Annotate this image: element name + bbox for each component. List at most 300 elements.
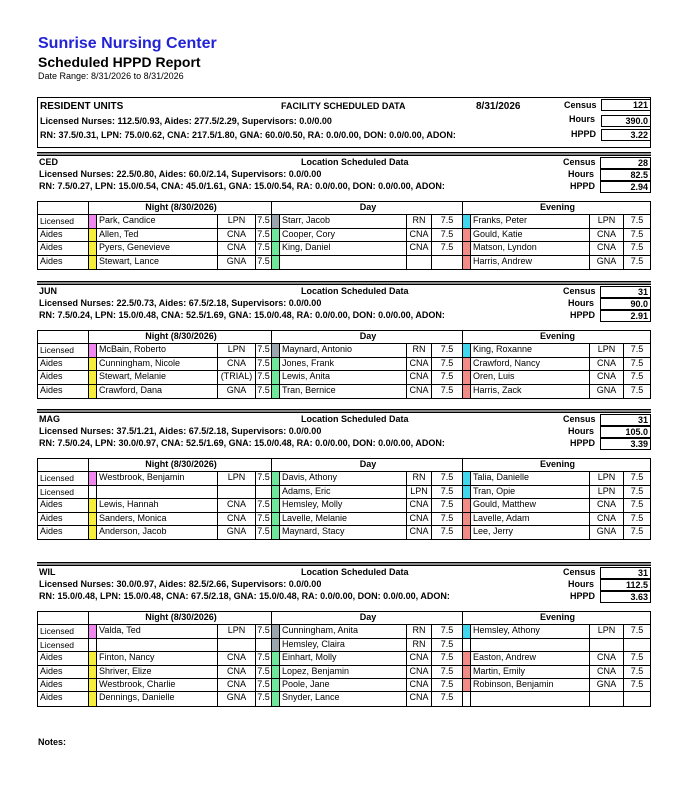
unit-code: CED [39, 157, 59, 167]
census-label: Census [563, 414, 596, 424]
unit-section [37, 152, 651, 266]
evening-staff-name: Tran, Opie [470, 486, 589, 498]
evening-shift-swatch [462, 625, 470, 637]
night-staff-title: GNA [217, 385, 255, 398]
night-staff-name: Stewart, Melanie [96, 371, 217, 383]
day-shift-swatch [271, 679, 279, 691]
night-staff-hours: 7.5 [255, 625, 271, 637]
day-staff-hours: 7.5 [431, 385, 462, 398]
evening-shift-swatch [462, 486, 470, 498]
role-cell: Aides [40, 692, 63, 703]
hppd-value: 2.91 [600, 310, 651, 322]
census-label: Census [563, 157, 596, 167]
day-staff-title: CNA [406, 229, 431, 241]
night-staff-title: CNA [217, 652, 255, 664]
unit-section [37, 409, 651, 536]
night-staff-hours: 7.5 [255, 692, 271, 705]
role-cell: Aides [40, 371, 63, 382]
day-staff-title: CNA [406, 513, 431, 525]
day-staff-hours: 7.5 [431, 692, 462, 705]
night-staff-hours: 7.5 [255, 526, 271, 539]
evening-staff-name: Harris, Zack [470, 385, 589, 398]
night-staff-hours [255, 486, 271, 498]
night-shift-swatch [88, 344, 96, 356]
evening-staff-title: LPN [589, 344, 623, 356]
evening-staff-name: Gould, Katie [470, 229, 589, 241]
evening-staff-hours: 7.5 [623, 472, 650, 484]
night-staff-name: Sanders, Monica [96, 513, 217, 525]
day-shift-swatch [271, 652, 279, 664]
night-staff-hours: 7.5 [255, 344, 271, 356]
day-staff-title: RN [406, 215, 431, 227]
role-cell: Licensed [40, 473, 75, 484]
evening-shift-swatch [462, 499, 470, 511]
evening-staff-title: GNA [589, 526, 623, 539]
hours-label: Hours [568, 298, 595, 308]
unit-section [37, 562, 651, 703]
table-row [38, 486, 650, 499]
evening-shift-header: Evening [462, 612, 650, 624]
night-shift-swatch [88, 371, 96, 383]
table-row [38, 229, 650, 242]
night-shift-swatch [88, 229, 96, 241]
hppd-value: 3.63 [600, 591, 651, 603]
night-staff-hours: 7.5 [255, 513, 271, 525]
day-staff-title: RN [406, 625, 431, 637]
day-staff-hours: 7.5 [431, 242, 462, 254]
evening-shift-swatch [462, 472, 470, 484]
day-staff-hours: 7.5 [431, 625, 462, 637]
night-shift-swatch [88, 625, 96, 637]
evening-staff-hours: 7.5 [623, 229, 650, 241]
shift-header-row [38, 459, 650, 472]
hours-value: 390.0 [601, 115, 651, 127]
table-row [38, 242, 650, 255]
night-staff-name: Westbrook, Charlie [96, 679, 217, 691]
day-shift-swatch [271, 472, 279, 484]
night-staff-hours: 7.5 [255, 679, 271, 691]
location-label: Location Scheduled Data [301, 286, 409, 296]
evening-staff-title: CNA [589, 652, 623, 664]
evening-shift-swatch [462, 358, 470, 370]
role-cell: Aides [40, 242, 63, 253]
hppd-value: 2.94 [600, 181, 651, 193]
evening-staff-title: CNA [589, 499, 623, 511]
hppd-label: HPPD [570, 310, 596, 320]
evening-staff-title: LPN [589, 215, 623, 227]
hppd-value: 3.39 [600, 438, 651, 450]
day-shift-swatch [271, 229, 279, 241]
night-staff-hours: 7.5 [255, 371, 271, 383]
census-label: Census [563, 286, 596, 296]
hours-label: Hours [568, 426, 595, 436]
evening-staff-title: CNA [589, 229, 623, 241]
night-staff-title: CNA [217, 358, 255, 370]
unit-line2: RN: 15.0/0.48, LPN: 15.0/0.48, CNA: 67.5/2.18, GNA: 15.0/0.48, RA: 0.0/0.00, DON: 0.0/0.00, ADON: [39, 591, 450, 601]
table-row [38, 256, 650, 269]
day-staff-hours: 7.5 [431, 526, 462, 539]
night-staff-name: Anderson, Jacob [96, 526, 217, 539]
summary-line1: Licensed Nurses: 112.5/0.93, Aides: 277.5/2.29, Supervisors: 0.0/0.00 [40, 116, 332, 126]
day-shift-header: Day [271, 202, 462, 214]
hppd-label: HPPD [570, 438, 596, 448]
day-staff-hours [431, 256, 462, 269]
unit-code: JUN [39, 286, 58, 296]
day-staff-name: Hemsley, Molly [279, 499, 406, 511]
table-row [38, 215, 650, 228]
evening-staff-title [589, 639, 623, 651]
night-staff-name: Finton, Nancy [96, 652, 217, 664]
night-staff-hours [255, 639, 271, 651]
night-staff-title: CNA [217, 679, 255, 691]
section-divider [37, 281, 651, 285]
day-staff-name: Snyder, Lance [279, 692, 406, 705]
hppd-label: HPPD [570, 181, 596, 191]
night-staff-title: CNA [217, 499, 255, 511]
day-staff-name: Lewis, Anita [279, 371, 406, 383]
day-shift-swatch [271, 385, 279, 398]
day-staff-name: Cooper, Cory [279, 229, 406, 241]
table-row [38, 625, 650, 638]
evening-staff-name: Talia, Danielle [470, 472, 589, 484]
night-shift-swatch [88, 215, 96, 227]
table-row [38, 666, 650, 679]
night-shift-swatch [88, 639, 96, 651]
evening-staff-name: Martin, Emily [470, 666, 589, 678]
shift-header-row [38, 612, 650, 625]
night-shift-swatch [88, 385, 96, 398]
day-staff-name: Adams, Eric [279, 486, 406, 498]
night-staff-hours: 7.5 [255, 652, 271, 664]
day-staff-title: LPN [406, 486, 431, 498]
day-staff-hours: 7.5 [431, 652, 462, 664]
evening-shift-header: Evening [462, 202, 650, 214]
evening-staff-title: CNA [589, 371, 623, 383]
unit-section [37, 281, 651, 395]
evening-shift-swatch [462, 385, 470, 398]
night-staff-title: GNA [217, 526, 255, 539]
table-row [38, 526, 650, 539]
day-staff-title: CNA [406, 358, 431, 370]
day-shift-swatch [271, 344, 279, 356]
evening-staff-name: Crawford, Nancy [470, 358, 589, 370]
evening-staff-title: CNA [589, 358, 623, 370]
evening-staff-hours: 7.5 [623, 526, 650, 539]
night-staff-title: LPN [217, 625, 255, 637]
night-staff-name: Cunningham, Nicole [96, 358, 217, 370]
evening-staff-hours: 7.5 [623, 385, 650, 398]
day-staff-hours: 7.5 [431, 358, 462, 370]
evening-staff-name: Oren, Luis [470, 371, 589, 383]
location-label: Location Scheduled Data [301, 567, 409, 577]
role-cell: Aides [40, 255, 63, 266]
evening-staff-hours: 7.5 [623, 215, 650, 227]
night-shift-swatch [88, 513, 96, 525]
evening-staff-hours: 7.5 [623, 371, 650, 383]
census-value: 28 [600, 157, 651, 169]
summary-subtitle: FACILITY SCHEDULED DATA [281, 101, 406, 111]
day-staff-hours: 7.5 [431, 513, 462, 525]
summary-line2: RN: 37.5/0.31, LPN: 75.0/0.62, CNA: 217.5/1.80, GNA: 60.0/0.50, RA: 0.0/0.00, DON: 0.0/0.00, ADON: [40, 130, 456, 140]
table-row [38, 371, 650, 384]
role-cell: Aides [40, 384, 63, 395]
evening-shift-swatch [462, 652, 470, 664]
role-cell: Licensed [40, 486, 75, 497]
table-row [38, 652, 650, 665]
evening-staff-title: CNA [589, 242, 623, 254]
staffing-table [37, 458, 651, 540]
unit-line1: Licensed Nurses: 37.5/1.21, Aides: 67.5/2.18, Supervisors: 0.0/0.00 [39, 426, 322, 436]
day-staff-hours: 7.5 [431, 639, 462, 651]
day-shift-swatch [271, 256, 279, 269]
night-staff-hours: 7.5 [255, 215, 271, 227]
unit-line2: RN: 7.5/0.27, LPN: 15.0/0.54, CNA: 45.0/1.61, GNA: 15.0/0.54, RA: 0.0/0.00, DON: 0.0/0.00, ADON: [39, 181, 445, 191]
night-staff-name: Crawford, Dana [96, 385, 217, 398]
day-staff-title: CNA [406, 499, 431, 511]
day-staff-hours: 7.5 [431, 371, 462, 383]
evening-staff-title: LPN [589, 472, 623, 484]
org-name: Sunrise Nursing Center [38, 35, 217, 52]
role-cell: Licensed [40, 626, 75, 637]
night-shift-swatch [88, 472, 96, 484]
evening-staff-name: Easton, Andrew [470, 652, 589, 664]
day-staff-title: RN [406, 472, 431, 484]
day-staff-hours: 7.5 [431, 344, 462, 356]
evening-staff-title [589, 692, 623, 705]
night-staff-name: Park, Candice [96, 215, 217, 227]
evening-staff-hours: 7.5 [623, 499, 650, 511]
hppd-label: HPPD [571, 129, 597, 139]
hours-value: 105.0 [600, 426, 651, 438]
notes-label: Notes: [38, 737, 67, 747]
table-row [38, 639, 650, 652]
evening-staff-name: Robinson, Benjamin [470, 679, 589, 691]
night-staff-name: Westbrook, Benjamin [96, 472, 217, 484]
role-cell: Aides [40, 499, 63, 510]
evening-staff-title: LPN [589, 625, 623, 637]
table-row [38, 385, 650, 398]
evening-shift-swatch [462, 639, 470, 651]
hours-value: 90.0 [600, 298, 651, 310]
day-staff-name: Cunningham, Anita [279, 625, 406, 637]
night-staff-title: LPN [217, 344, 255, 356]
day-staff-name: Maynard, Stacy [279, 526, 406, 539]
day-shift-swatch [271, 526, 279, 539]
day-staff-name: Tran, Bernice [279, 385, 406, 398]
staffing-table [37, 330, 651, 399]
night-staff-title [217, 486, 255, 498]
evening-staff-hours: 7.5 [623, 486, 650, 498]
location-label: Location Scheduled Data [301, 414, 409, 424]
staffing-table [37, 611, 651, 707]
day-staff-hours: 7.5 [431, 472, 462, 484]
unit-line2: RN: 7.5/0.24, LPN: 30.0/0.97, CNA: 52.5/1.69, GNA: 15.0/0.48, RA: 0.0/0.00, DON: 0.0/0.00, ADON: [39, 438, 445, 448]
night-staff-name: Lewis, Hannah [96, 499, 217, 511]
role-cell: Aides [40, 652, 63, 663]
night-staff-title: LPN [217, 472, 255, 484]
day-staff-name: King, Daniel [279, 242, 406, 254]
evening-staff-name: Matson, Lyndon [470, 242, 589, 254]
day-shift-swatch [271, 215, 279, 227]
section-divider [37, 562, 651, 566]
night-shift-swatch [88, 652, 96, 664]
hppd-value: 3.22 [601, 129, 651, 141]
evening-shift-header: Evening [462, 459, 650, 471]
night-staff-title [217, 639, 255, 651]
evening-staff-title: GNA [589, 385, 623, 398]
role-cell: Aides [40, 526, 63, 536]
evening-shift-swatch [462, 666, 470, 678]
day-shift-swatch [271, 666, 279, 678]
day-shift-swatch [271, 242, 279, 254]
evening-staff-hours [623, 692, 650, 705]
evening-staff-hours: 7.5 [623, 652, 650, 664]
summary-date: 8/31/2026 [476, 101, 521, 112]
night-shift-swatch [88, 526, 96, 539]
night-shift-header: Night (8/30/2026) [88, 459, 271, 471]
night-staff-name [96, 486, 217, 498]
evening-shift-swatch [462, 526, 470, 539]
unit-code: MAG [39, 414, 60, 424]
night-staff-title: LPN [217, 215, 255, 227]
night-staff-hours: 7.5 [255, 385, 271, 398]
night-shift-swatch [88, 486, 96, 498]
header-blank [38, 459, 88, 471]
night-staff-title: CNA [217, 666, 255, 678]
day-staff-hours: 7.5 [431, 229, 462, 241]
day-shift-swatch [271, 499, 279, 511]
location-label: Location Scheduled Data [301, 157, 409, 167]
day-staff-name: Jones, Frank [279, 358, 406, 370]
day-shift-header: Day [271, 612, 462, 624]
evening-staff-name: Harris, Andrew [470, 256, 589, 269]
shift-header-row [38, 202, 650, 215]
day-staff-hours: 7.5 [431, 215, 462, 227]
role-cell: Licensed [40, 639, 75, 650]
evening-staff-name [470, 692, 589, 705]
day-staff-hours: 7.5 [431, 499, 462, 511]
census-value: 31 [600, 414, 651, 426]
day-staff-title: CNA [406, 385, 431, 398]
night-staff-hours: 7.5 [255, 242, 271, 254]
day-staff-title: CNA [406, 666, 431, 678]
night-shift-header: Night (8/30/2026) [88, 331, 271, 343]
evening-staff-name: Lavelle, Adam [470, 513, 589, 525]
unit-line1: Licensed Nurses: 22.5/0.73, Aides: 67.5/2.18, Supervisors: 0.0/0.00 [39, 298, 322, 308]
hours-value: 112.5 [600, 579, 651, 591]
evening-shift-swatch [462, 679, 470, 691]
hours-value: 82.5 [600, 169, 651, 181]
role-cell: Aides [40, 228, 63, 239]
report-header [38, 34, 217, 82]
table-row [38, 679, 650, 692]
night-staff-name: Allen, Ted [96, 229, 217, 241]
evening-shift-swatch [462, 692, 470, 705]
night-staff-title: GNA [217, 692, 255, 705]
evening-staff-hours [623, 639, 650, 651]
night-shift-swatch [88, 499, 96, 511]
evening-shift-swatch [462, 215, 470, 227]
day-staff-name: Davis, Athony [279, 472, 406, 484]
night-shift-swatch [88, 358, 96, 370]
night-staff-title: CNA [217, 242, 255, 254]
day-staff-title: RN [406, 344, 431, 356]
unit-line1: Licensed Nurses: 22.5/0.80, Aides: 60.0/2.14, Supervisors: 0.0/0.00 [39, 169, 322, 179]
day-shift-swatch [271, 358, 279, 370]
evening-staff-hours: 7.5 [623, 679, 650, 691]
evening-shift-header: Evening [462, 331, 650, 343]
evening-staff-hours: 7.5 [623, 625, 650, 637]
day-staff-name: Lopez, Benjamin [279, 666, 406, 678]
evening-staff-name: Gould, Matthew [470, 499, 589, 511]
day-staff-title: CNA [406, 526, 431, 539]
summary-title: RESIDENT UNITS [40, 101, 124, 112]
day-shift-swatch [271, 513, 279, 525]
unit-line1: Licensed Nurses: 30.0/0.97, Aides: 82.5/2.66, Supervisors: 0.0/0.00 [39, 579, 322, 589]
evening-staff-hours: 7.5 [623, 344, 650, 356]
section-divider [37, 409, 651, 413]
night-shift-swatch [88, 666, 96, 678]
evening-staff-name: Franks, Peter [470, 215, 589, 227]
census-value: 31 [600, 286, 651, 298]
night-staff-hours: 7.5 [255, 229, 271, 241]
day-shift-swatch [271, 371, 279, 383]
night-staff-name: Dennings, Danielle [96, 692, 217, 705]
night-shift-header: Night (8/30/2026) [88, 612, 271, 624]
table-row [38, 692, 650, 705]
night-shift-swatch [88, 242, 96, 254]
night-staff-name: Pyers, Genevieve [96, 242, 217, 254]
night-staff-name: Shriver, Elize [96, 666, 217, 678]
section-divider [37, 152, 651, 156]
night-shift-swatch [88, 256, 96, 269]
day-shift-swatch [271, 639, 279, 651]
hours-label: Hours [569, 114, 596, 124]
day-staff-name [279, 256, 406, 269]
night-staff-hours: 7.5 [255, 358, 271, 370]
table-row [38, 358, 650, 371]
evening-staff-hours: 7.5 [623, 242, 650, 254]
day-staff-name: Starr, Jacob [279, 215, 406, 227]
evening-staff-hours: 7.5 [623, 358, 650, 370]
night-staff-name: Stewart, Lance [96, 256, 217, 269]
day-staff-name: Hemsley, Claira [279, 639, 406, 651]
evening-shift-swatch [462, 256, 470, 269]
role-cell: Aides [40, 679, 63, 689]
facility-summary [37, 97, 651, 148]
day-staff-title: CNA [406, 679, 431, 691]
table-row [38, 472, 650, 485]
evening-staff-title: GNA [589, 256, 623, 269]
day-staff-name: Maynard, Antonio [279, 344, 406, 356]
night-staff-hours: 7.5 [255, 256, 271, 269]
day-shift-header: Day [271, 459, 462, 471]
shift-header-row [38, 331, 650, 344]
role-cell: Licensed [40, 345, 75, 356]
night-shift-swatch [88, 679, 96, 691]
census-label: Census [564, 100, 597, 110]
night-staff-title: CNA [217, 513, 255, 525]
evening-staff-hours: 7.5 [623, 256, 650, 269]
role-cell: Aides [40, 665, 63, 676]
census-value: 31 [600, 567, 651, 579]
day-staff-name: Poole, Jane [279, 679, 406, 691]
night-staff-name: Valda, Ted [96, 625, 217, 637]
unit-line2: RN: 7.5/0.24, LPN: 15.0/0.48, CNA: 52.5/1.69, GNA: 15.0/0.48, RA: 0.0/0.00, DON: 0.0/0.00, ADON: [39, 310, 445, 320]
day-shift-swatch [271, 486, 279, 498]
night-staff-hours: 7.5 [255, 472, 271, 484]
day-staff-name: Einhart, Molly [279, 652, 406, 664]
